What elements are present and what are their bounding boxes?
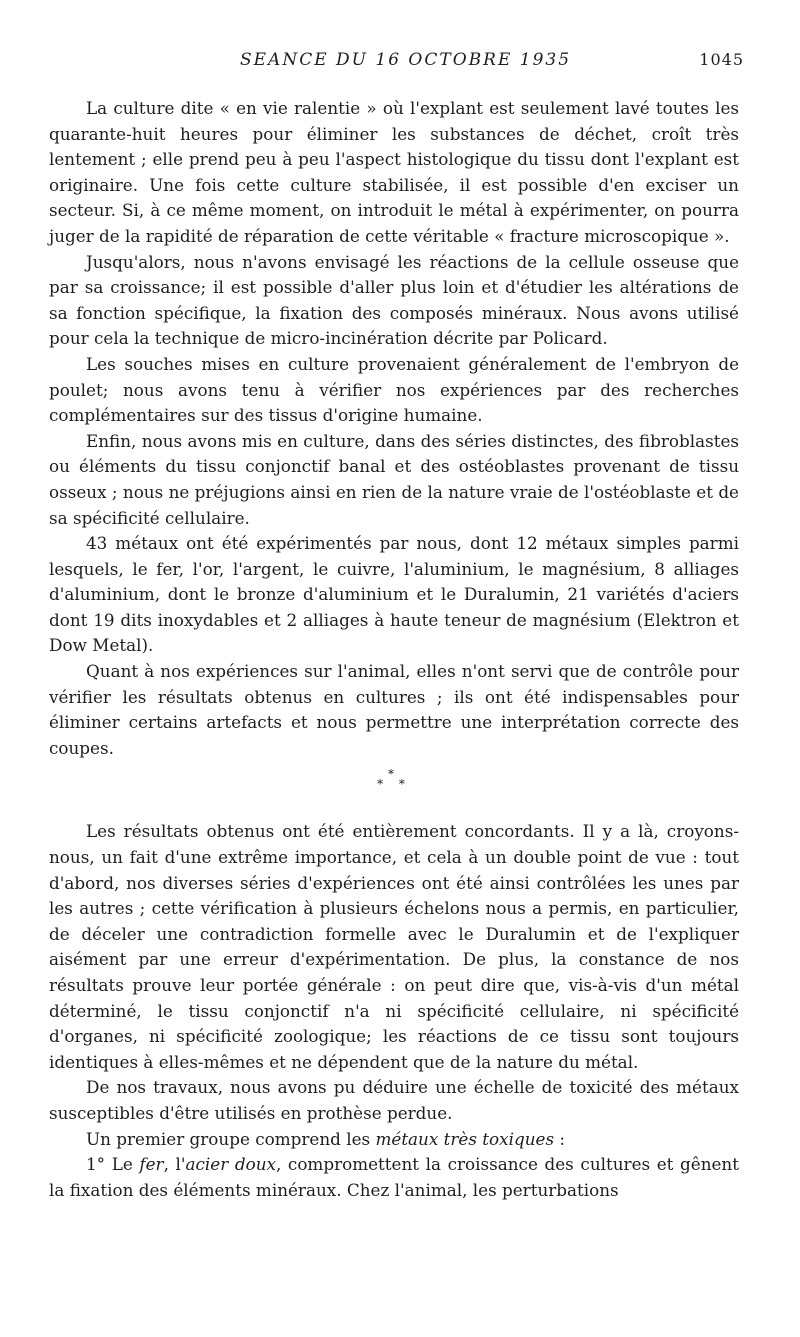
asterism-top: * <box>388 767 400 782</box>
paragraph-1: La culture dite « en vie ralentie » où l'explant est seulement lavé toutes les quarante-huit heures pour éliminer les substances de déchet, croît très lentement ; elle prend peu à peu l'aspect histologique du tissu dont l'explant est originaire. Une fois cette culture stabilisée, il est possible d'en exciser un secteur. Si, à ce même moment, on introduit le métal à expérimenter, on pourra juger de la rapidité de réparation de cette véritable « fracture microscopique ». <box>49 98 739 246</box>
p10-mid: , l' <box>163 1154 186 1175</box>
paragraph-10 <box>49 1152 739 1203</box>
running-head: SEANCE DU 16 OCTOBRE 1935 <box>240 50 572 70</box>
paragraph-9 <box>49 1127 739 1153</box>
paragraph-3: Les souches mises en culture provenaient généralement de l'embryon de poulet; nous avons tenu à vérifier nos expériences par des recherches complémentaires sur des tissus d'origine humaine. <box>49 353 739 426</box>
p10-acier: acier doux <box>185 1154 276 1175</box>
p9-end: : <box>554 1128 566 1149</box>
page-number: 1045 <box>699 50 744 69</box>
paragraph-6: Quant à nos expériences sur l'animal, elles n'ont servi que de contrôle pour vérifier les résultats obtenus en cultures ; ils ont été indispensables pour éliminer certains artefacts et nous permettre une interprétation correcte des coupes. <box>49 661 739 758</box>
paragraph-8: De nos travaux, nous avons pu déduire une échelle de toxicité des métaux susceptibles d'être utilisés en prothèse perdue. <box>49 1077 739 1123</box>
p9-italic: métaux très toxiques <box>375 1128 555 1149</box>
asterism-bottom: * * <box>377 777 411 792</box>
page-header <box>0 50 800 74</box>
p9-lead: Un premier groupe comprend les <box>86 1128 376 1149</box>
p10-fer: fer <box>139 1154 164 1175</box>
p10-rest: , compromettent la croissance des cultures et gênent la fixation des éléments minéraux. Chez l'animal, les perturbations <box>49 1154 739 1200</box>
paragraph-4: Enfin, nous avons mis en culture, dans des séries distinctes, des fibroblastes ou éléments du tissu conjonctif banal et des ostéoblastes provenant de tissu osseux ; nous ne préjugions ainsi en rien de la nature vraie de l'ostéoblaste et de sa spécificité cellulaire. <box>49 430 739 528</box>
body-text <box>49 96 739 1203</box>
paragraph-2: Jusqu'alors, nous n'avons envisagé les réactions de la cellule osseuse que par sa croissance; il est possible d'aller plus loin et d'étudier les altérations de sa fonction spécifique, la fixation des composés minéraux. Nous avons utilisé pour cela la technique de micro-incinération décrite par Policard. <box>49 251 739 349</box>
p10-lead: 1° Le <box>86 1154 140 1175</box>
paragraph-5: 43 métaux ont été expérimentés par nous, dont 12 métaux simples parmi lesquels, le fer, l'or, l'argent, le cuivre, l'aluminium, le magnésium, 8 alliages d'aluminium, dont le bronze d'aluminium et le Duralumin, 21 variétés d'aciers dont 19 dits inoxydables et 2 alliages à haute teneur de magnésium (Elektron et Dow Metal). <box>49 533 739 656</box>
section-asterism <box>49 767 739 792</box>
paragraph-7: Les résultats obtenus ont été entièrement concordants. Il y a là, croyons-nous, un fait d'une extrême importance, et cela à un double point de vue : tout d'abord, nos diverses séries d'expériences ont été ainsi contrôlées les unes par les autres ; cette vérification à plusieurs échelons nous a permis, en particulier, de déceler une contradiction formelle avec le Duralumin et de l'expliquer aisément par une erreur d'expérimentation. De plus, la constance de nos résultats prouve leur portée générale : on peut dire que, vis-à-vis d'un métal déterminé, le tissu conjonctif n'a ni spécificité cellulaire, ni spécificité d'organes, ni spécificité zoologique; les réactions de ce tissu sont toujours identiques à elles-mêmes et ne dépendent que de la nature du métal. <box>49 821 739 1072</box>
